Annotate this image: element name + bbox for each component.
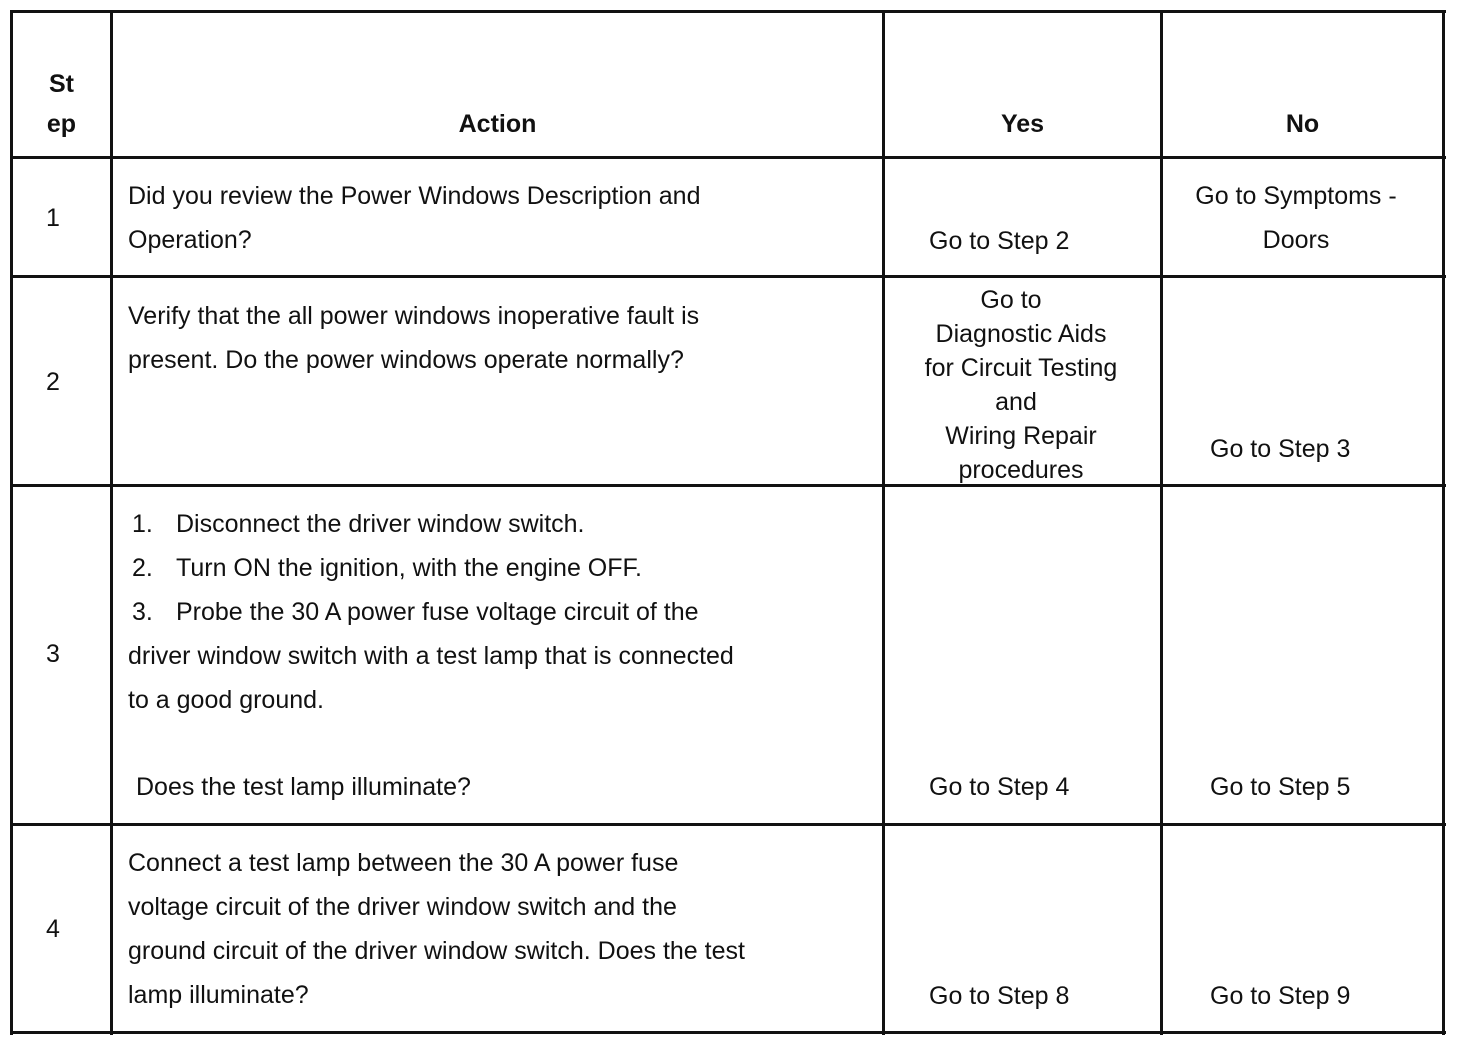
header-step-line2: ep: [46, 110, 77, 138]
row-divider-1: [10, 275, 1446, 278]
action-line: to a good ground.: [128, 686, 324, 714]
yes-text-1: Go to Step 2: [929, 227, 1070, 255]
col-divider-step: [110, 11, 113, 1035]
table-border-right: [1442, 11, 1445, 1035]
list-text: Probe the 30 A power fuse voltage circuit of the: [176, 598, 699, 626]
action-text-1: [128, 174, 700, 262]
yes-text-2: [885, 283, 1157, 487]
list-item: [128, 546, 734, 590]
list-number: 2.: [132, 554, 153, 582]
header-divider: [10, 156, 1446, 159]
table-border-top: [10, 10, 1446, 13]
list-item: [128, 502, 734, 546]
action-text-3: [128, 502, 734, 722]
yes-text-4: Go to Step 8: [929, 982, 1070, 1010]
yes-text-3: Go to Step 4: [929, 773, 1070, 801]
yes-line: Diagnostic Aids: [935, 320, 1107, 348]
yes-line: Wiring Repair: [945, 422, 1097, 450]
list-number: 1.: [132, 510, 153, 538]
row-divider-2: [10, 484, 1446, 487]
step-number-2: 2: [46, 368, 60, 396]
table-border-bottom: [10, 1031, 1446, 1034]
yes-line: Go to: [980, 286, 1042, 314]
action-line: Did you review the Power Windows Description and: [128, 182, 701, 210]
table-border-left: [10, 11, 13, 1035]
yes-line: for Circuit Testing: [924, 354, 1118, 382]
row-divider-3: [10, 823, 1446, 826]
action-line: ground circuit of the driver window switch. Does the test: [128, 937, 745, 965]
yes-line: and: [995, 388, 1037, 416]
no-text-4: Go to Step 9: [1210, 982, 1351, 1010]
header-step-line1: St: [49, 70, 74, 98]
action-line: Operation?: [128, 226, 252, 254]
question-text-3: Does the test lamp illuminate?: [136, 773, 471, 801]
col-divider-action: [882, 11, 885, 1035]
no-text-3: Go to Step 5: [1210, 773, 1351, 801]
no-line: Go to Symptoms -: [1195, 182, 1397, 210]
list-text: Disconnect the driver window switch.: [176, 510, 585, 538]
action-text-2: [128, 294, 699, 382]
step-number-1: 1: [46, 204, 60, 232]
list-number: 3.: [132, 598, 153, 626]
action-line: Connect a test lamp between the 30 A power fuse: [128, 849, 679, 877]
header-no: No: [1285, 110, 1320, 138]
list-text: Turn ON the ignition, with the engine OFF.: [176, 554, 642, 582]
header-yes: Yes: [1000, 110, 1045, 138]
step-number-4: 4: [46, 915, 60, 943]
header-step: [13, 64, 110, 144]
action-line: Verify that the all power windows inoperative fault is: [128, 302, 700, 330]
action-line: driver window switch with a test lamp that is connected: [128, 642, 734, 670]
no-text-1: [1163, 174, 1429, 262]
action-text-4: [128, 841, 745, 1017]
list-item: [128, 590, 734, 634]
no-text-2: Go to Step 3: [1210, 435, 1351, 463]
action-line: present. Do the power windows operate normally?: [128, 346, 684, 374]
col-divider-yes: [1160, 11, 1163, 1035]
step-number-3: 3: [46, 640, 60, 668]
action-line: voltage circuit of the driver window switch and the: [128, 893, 677, 921]
no-line: Doors: [1262, 226, 1330, 254]
action-line: lamp illuminate?: [128, 981, 309, 1009]
header-action: Action: [458, 110, 537, 138]
yes-line: procedures: [958, 456, 1084, 484]
